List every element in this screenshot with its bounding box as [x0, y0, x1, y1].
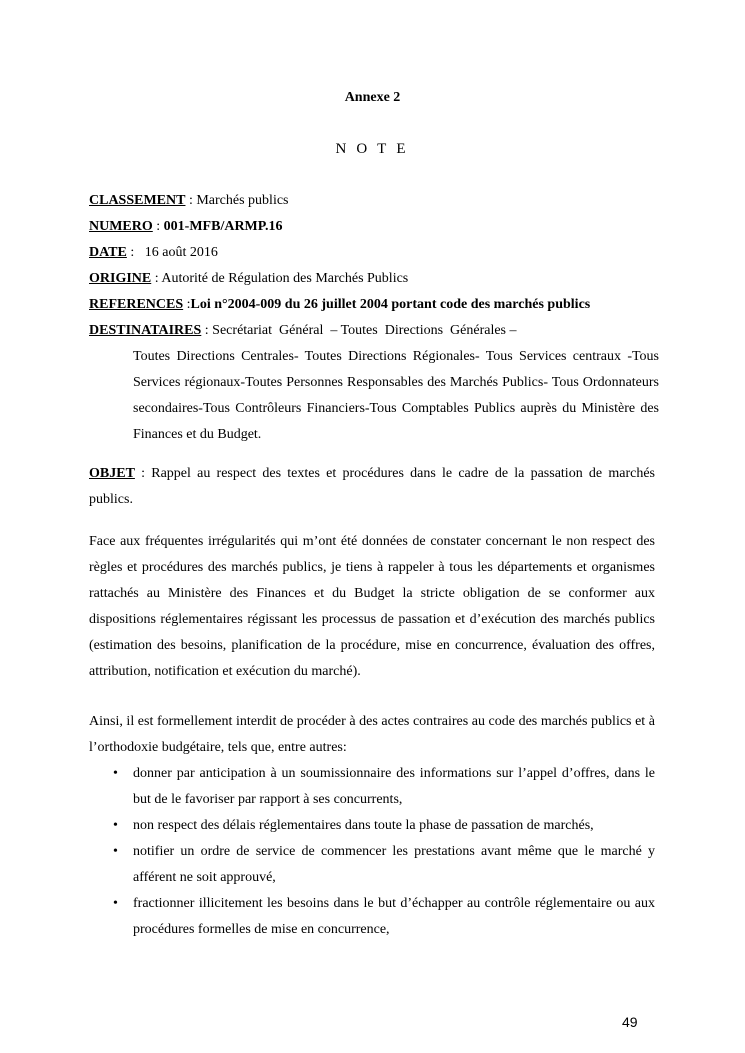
prohibited-acts-list — [89, 761, 655, 943]
bullet-icon: • — [113, 766, 118, 781]
page-number: 49 — [622, 1014, 638, 1030]
destinataires-first: : Secrétariat Général – Toutes Directions Générales – — [201, 323, 517, 338]
annexe-title: Annexe 2 — [344, 90, 401, 105]
note-heading: NOTE — [335, 141, 416, 157]
objet-text: : Rappel au respect des textes et procédures dans le cadre de la passation de marchés publics. — [89, 466, 655, 507]
body-paragraph-2: Ainsi, il est formellement interdit de procéder à des actes contraires au code des marchés publics et à l’orthodoxie budgétaire, tels que, entre autres: — [89, 714, 655, 755]
origine-row — [89, 266, 659, 292]
bullet-icon: • — [113, 896, 118, 911]
destinataires-row — [89, 318, 659, 344]
references-sep: : — [183, 297, 191, 312]
origine-label: ORIGINE — [89, 271, 152, 286]
list-item: • fractionner illicitement les besoins dans le but d’échapper au contrôle réglementaire ou aux procédures formelles de mise en concurrence, — [89, 891, 655, 943]
numero-sep: : — [152, 219, 164, 234]
references-row — [89, 292, 659, 318]
classement-row — [89, 188, 659, 214]
bullet-icon: • — [113, 844, 118, 859]
date-value: : 16 août 2016 — [126, 245, 218, 260]
date-row — [89, 240, 659, 266]
note-metadata — [89, 188, 659, 448]
objet-label: OBJET — [89, 466, 135, 481]
destinataires-list: Toutes Directions Centrales- Toutes Directions Régionales- Tous Services centraux -Tous Services régionaux-Toutes Personnes Responsables des Marchés Publics- Tous Ordonnateurs secondaires-Tous Contrôleurs Financiers-Tous Comptables Publics auprès du Ministère des Finances et du Budget. — [133, 349, 659, 442]
list-item: • notifier un ordre de service de commencer les prestations avant même que le marché y afférent ne soit approuvé, — [89, 839, 655, 891]
body-paragraph-2-block — [89, 709, 655, 943]
classement-value: : Marchés publics — [185, 193, 289, 208]
numero-label: NUMERO — [89, 219, 153, 234]
objet-paragraph — [89, 461, 655, 513]
references-value: Loi n°2004-009 du 26 juillet 2004 portant code des marchés publics — [190, 297, 591, 312]
references-label: REFERENCES — [89, 297, 184, 312]
destinataires-label: DESTINATAIRES — [89, 323, 202, 338]
body-paragraph-1: Face aux fréquentes irrégularités qui m’ont été données de constater concernant le non respect des règles et procédures des marchés publics, je tiens à rappeler à tous les départements et organismes rattachés au Ministère des Finances et du Budget la stricte obligation de se conformer aux dispositions réglementaires régissant les processus de passation et d’exécution des marchés publics (estimation des besoins, planification de la procédure, mise en concurrence, évaluation des offres, attribution, notification et exécution du marché). — [89, 534, 655, 679]
date-label: DATE — [89, 245, 127, 260]
bullet-icon: • — [113, 818, 118, 833]
list-item: • donner par anticipation à un soumissionnaire des informations sur l’appel d’offres, dans le but de le favoriser par rapport à ses concurrents, — [89, 761, 655, 813]
numero-value: 001-MFB/ARMP.16 — [163, 219, 283, 234]
numero-row — [89, 214, 659, 240]
list-item: • non respect des délais réglementaires dans toute la phase de passation de marchés, — [89, 813, 655, 839]
origine-value: : Autorité de Régulation des Marchés Publics — [151, 271, 409, 286]
classement-label: CLASSEMENT — [89, 193, 186, 208]
